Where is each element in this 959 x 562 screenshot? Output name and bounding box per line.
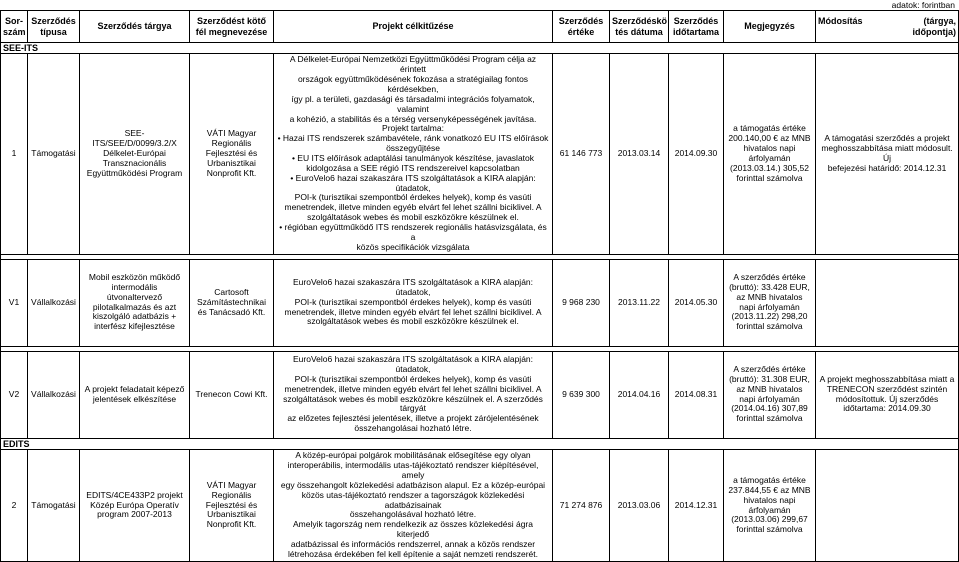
cell-cel: EuroVelo6 hazai szakaszára ITS szolgáltatások a KIRA alapján: útadatok, POI-k (turisztikai szempontból érdekes helyek), komp és vasúti menetrendek, illetve minden egyéb elvárt fel lehet szállni biciklivel. A szolgáltatások webes és mobil eszközökre készülnek el. A szerződés tárgyát az előzetes fejlesztési jelentések, illetve a projekt zárójelentésének összehangolásai hozható létre. [274,351,553,438]
cell-targy: EDITS/4CE433P2 projekt Közép Európa Operatív program 2007-2013 [80,450,190,562]
cell-tipus: Támogatási [28,54,80,254]
section-title-see-its: SEE-ITS [1,43,959,54]
table-row [1,54,959,254]
cell-cel: A közép-európai polgárok mobilitásának elősegítése egy olyan interoperábilis, intermodális utas-tájékoztató rendszer kiépítésével, amely egy összehangolt közlekedési adatbázison alapul. Ez a közép-európai közös utas-tájékoztató rendszer a tagországok közlekedési adatbázisainak összehangolásával hozható létre. Amelyik tagország nem rendelkezik az összes közlekedési ágra kiterjedő adatbázissal és információs rendszerrel, annak a közös rendszer létrehozása érdekében fel kell építenie a saját nemzeti rendszerét. [274,450,553,562]
cell-targy: A projekt feladatait képező jelentések elkészítése [80,351,190,438]
cell-sorszam: V1 [1,259,28,346]
cell-datum: 2013.03.14 [610,54,669,254]
unit-note: adatok: forintban [891,0,955,10]
contracts-table [0,10,959,562]
cell-targy: SEE- ITS/SEE/D/0099/3.2/X Délkelet-Európai Transznacionális Együttműködési Program [80,54,190,254]
cell-sorszam: 2 [1,450,28,562]
cell-datum: 2013.11.22 [610,259,669,346]
cell-fel: VÁTI Magyar Regionális Fejlesztési és Urbanisztikai Nonprofit Kft. [190,54,274,254]
cell-sorszam: V2 [1,351,28,438]
header-modositas [816,11,959,43]
header-tipus: Szerződés típusa [28,11,80,43]
header-megjegyzes: Megjegyzés [724,11,816,43]
table-row [1,259,959,346]
cell-cel: A Délkelet-Európai Nemzetközi Együttműködési Program célja az érintett országok együttműködésének fokozása a stratégiailag fontos kérdésekben, így pl. a területi, gazdasági és társadalmi integrációs folyamatok, valamint a kohézió, a stabilitás és a térség versenyképességének javítása. Projekt tartalma: • Hazai ITS rendszerek számbavétele, ránk vonatkozó EU ITS előírások összegyűjtése • EU ITS előírások adaptálási tanulmányok készítése, javaslatok kidolgozása a SEE régió ITS rendszereivel kapcsolatban • EuroVelo6 hazai szakaszára ITS szolgáltatások a KIRA alapján: útadatok, POI-k (turisztikai szempontból érdekes helyek), komp és vasúti menetrendek, illetve minden egyéb elvárt fel lehet szállni biciklivel. A szolgáltatások webes és mobil eszközökre készülnek el. • régióban együttműködő ITS rendszerek regionális hatásvizsgálata, és a közös specifikációk vizsgálata [274,54,553,254]
cell-tipus: Vállalkozási [28,351,80,438]
header-row [1,11,959,43]
section-title-edits: EDITS [1,438,959,449]
cell-megjegyzes: a támogatás értéke 237.844,55 € az MNB hivatalos napi árfolyamán (2013.03.06) 299,67 forinttal számolva [724,450,816,562]
cell-ertek: 61 146 773 [553,54,610,254]
header-sorszam: Sor- szám [1,11,28,43]
header-ertek: Szerződés értéke [553,11,610,43]
cell-fel: VÁTI Magyar Regionális Fejlesztési és Urbanisztikai Nonprofit Kft. [190,450,274,562]
header-modositas-label: Módosítás [818,16,863,27]
header-cel: Projekt célkitűzése [274,11,553,43]
table-row [1,351,959,438]
cell-idotartam: 2014.05.30 [669,259,724,346]
header-idotartam: Szerződés időtartama [669,11,724,43]
header-datum: Szerződéskö tés dátuma [610,11,669,43]
cell-megjegyzes: a támogatás értéke 200.140,00 € az MNB hivatalos napi árfolyamán (2013.03.14.) 305,52 forinttal számolva [724,54,816,254]
header-fel: Szerződést kötő fél megnevezése [190,11,274,43]
header-modositas-targya: (tárgya, [923,16,956,27]
cell-modositas: A projekt meghosszabbítása miatt a TRENECON szerződést szintén módosítottuk. Új szerződés időtartama: 2014.09.30 [816,351,959,438]
cell-ertek: 71 274 876 [553,450,610,562]
cell-sorszam: 1 [1,54,28,254]
cell-tipus: Támogatási [28,450,80,562]
cell-megjegyzes: A szerződés értéke (bruttó): 33.428 EUR, az MNB hivatalos napi árfolyamán (2013.11.22) 298,20 forinttal számolva [724,259,816,346]
cell-cel: EuroVelo6 hazai szakaszára ITS szolgáltatások a KIRA alapján: útadatok, POI-k (turisztikai szempontból érdekes helyek), komp és vasúti menetrendek, illetve minden egyéb elvárt fel lehet szállni biciklivel. A szolgáltatások webes és mobil eszközökre készülnek el. [274,259,553,346]
cell-fel: Trenecon Cowi Kft. [190,351,274,438]
cell-idotartam: 2014.08.31 [669,351,724,438]
section-row-edits [1,438,959,449]
header-modositas-idopontja: időpontja) [912,26,956,37]
section-row-see-its [1,43,959,54]
cell-ertek: 9 968 230 [553,259,610,346]
cell-modositas [816,259,959,346]
cell-modositas [816,450,959,562]
cell-datum: 2013.03.06 [610,450,669,562]
table-row [1,450,959,562]
cell-idotartam: 2014.09.30 [669,54,724,254]
cell-megjegyzes: A szerződés értéke (bruttó): 31.308 EUR, az MNB hivatalos napi árfolyamán (2014.04.16) 307,89 forinttal számolva [724,351,816,438]
cell-ertek: 9 639 300 [553,351,610,438]
cell-modositas: A támogatási szerződés a projekt meghosszabbítása miatt módosult. Új befejezési határidő: 2014.12.31 [816,54,959,254]
header-targy: Szerződés tárgya [80,11,190,43]
cell-datum: 2014.04.16 [610,351,669,438]
cell-idotartam: 2014.12.31 [669,450,724,562]
cell-fel: Cartosoft Számítástechnikai és Tanácsadó Kft. [190,259,274,346]
cell-tipus: Vállalkozási [28,259,80,346]
cell-targy: Mobil eszközön működő intermodális útvonaltervező pilotalkalmazás és azt kiszolgáló adatbázis + interfész kifejlesztése [80,259,190,346]
